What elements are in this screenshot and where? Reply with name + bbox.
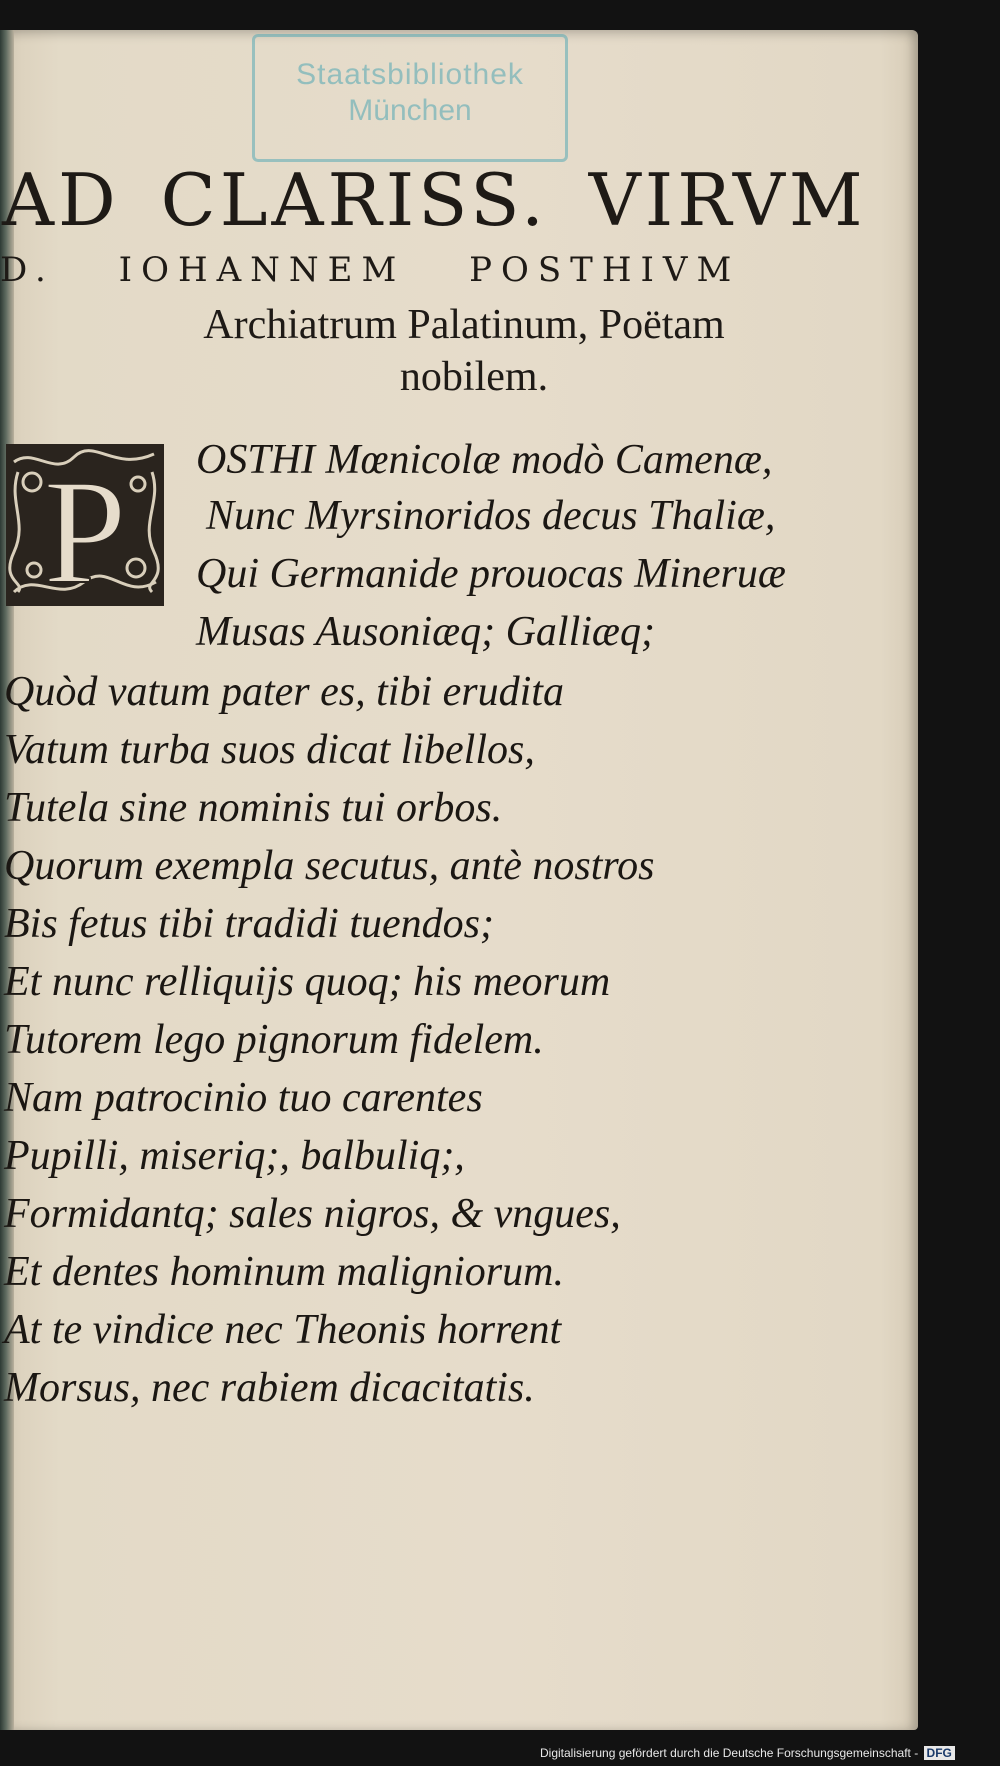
poem-line: Et dentes hominum maligniorum. xyxy=(4,1249,564,1295)
poem-line: Morsus, nec rabiem dicacitatis. xyxy=(4,1365,535,1411)
poem-line: Nunc Myrsinoridos decus Thaliæ, xyxy=(206,493,776,539)
poem-line: Vatum turba suos dicat libellos, xyxy=(4,727,535,773)
poem-line: Tutela sine nominis tui orbos. xyxy=(4,785,503,831)
poem-line: At te vindice nec Theonis horrent xyxy=(4,1307,562,1353)
footer-text: Digitalisierung gefördert durch die Deutsche Forschungsgemeinschaft - xyxy=(540,1746,919,1760)
poem-line: Quorum exempla secutus, antè nostros xyxy=(4,843,655,889)
heading-line-1: AD CLARISS. VIRVM xyxy=(2,158,867,242)
poem-line: Musas Ausoniæq; Galliæq; xyxy=(196,609,655,655)
stamp-line-2: München xyxy=(348,94,472,127)
poem-line: Formidantq; sales nigros, & vngues, xyxy=(4,1191,621,1237)
stamp-line-1: Staatsbibliothek xyxy=(296,58,524,91)
library-stamp xyxy=(252,34,568,162)
svg-text:P: P xyxy=(43,449,127,608)
poem-line: Nam patrocinio tuo carentes xyxy=(4,1075,483,1121)
funding-footer xyxy=(540,1746,955,1760)
dfg-logo: DFG xyxy=(924,1746,955,1760)
decorated-initial-icon xyxy=(4,442,166,608)
heading-line-3: Archiatrum Palatinum, Poëtam xyxy=(203,302,725,348)
heading-line-4: nobilem. xyxy=(399,354,549,400)
dedication-heading xyxy=(0,158,867,402)
heading-line-2: D. IOHANNEM POSTHIVM xyxy=(0,250,741,290)
poem-line: Et nunc relliquijs quoq; his meorum xyxy=(4,959,611,1005)
poem-line: Bis fetus tibi tradidi tuendos; xyxy=(4,901,494,947)
poem-line: Quòd vatum pater es, tibi erudita xyxy=(4,669,564,715)
poem-line: Qui Germanide prouocas Mineruæ xyxy=(196,551,786,597)
poem-line: Pupilli, miseriq;, balbuliq;, xyxy=(4,1133,465,1179)
poem-line: OSTHI Mœnicolæ modò Camenæ, xyxy=(196,437,773,483)
poem-line: Tutorem lego pignorum fidelem. xyxy=(4,1017,544,1063)
